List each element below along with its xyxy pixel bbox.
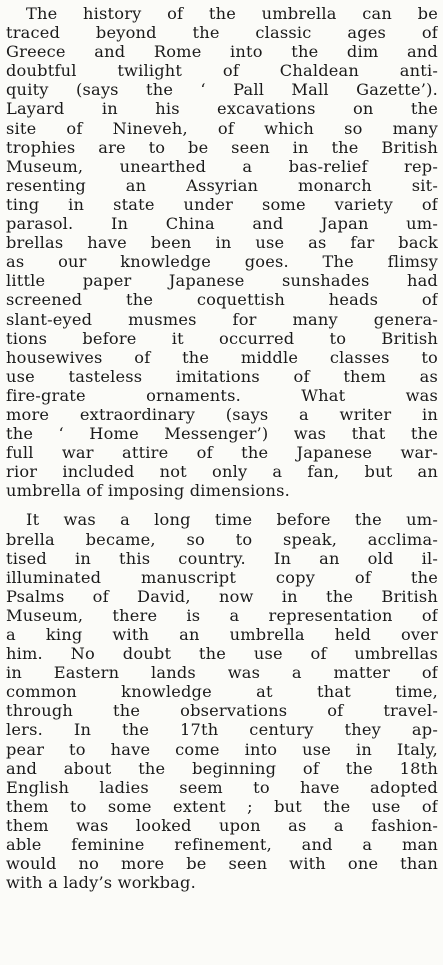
text-line: The history of the umbrella can be — [26, 4, 438, 23]
text-line: full war attire of the Japanese war- — [6, 443, 438, 463]
text-line: quity (says the ‘ Pall Mall Gazette’). — [6, 80, 438, 100]
text-line: site of Nineveh, of which so many — [6, 118, 438, 138]
text-line: illuminated manuscript copy of the — [6, 567, 438, 587]
text-line: brellas have been in use as far back — [6, 233, 438, 253]
text-line: ting in state under some variety of — [6, 194, 438, 214]
text-line: parasol. In China and Japan um- — [6, 214, 438, 234]
text-line: lers. In the 17th century they ap- — [6, 720, 438, 740]
text-line: able feminine refinement, and a man — [6, 835, 438, 855]
text-line: fire-grate ornaments. What was — [6, 385, 438, 405]
text-line: Psalms of David, now in the British — [6, 586, 438, 606]
paragraph-1 — [6, 4, 438, 500]
text-line: a king with an umbrella held over — [6, 625, 438, 644]
text-line: him. No doubt the use of umbrellas — [6, 644, 438, 664]
text-line: pear to have come into use in Italy, — [6, 739, 438, 759]
text-line: them to some extent ; but the use of — [6, 796, 438, 816]
text-line: in Eastern lands was a matter of — [6, 663, 438, 683]
text-line: slant-eyed musmes for many genera- — [6, 309, 438, 329]
text-line: It was a long time before the um- — [26, 510, 438, 530]
text-line: Greece and Rome into the dim and — [6, 42, 438, 62]
text-line: with a lady’s workbag. — [6, 873, 196, 893]
paragraph-2 — [6, 510, 438, 892]
text-line: brella became, so to speak, acclima- — [6, 529, 438, 549]
text-line: housewives of the middle classes to — [6, 347, 438, 367]
text-line: rior included not only a fan, but an — [6, 462, 438, 482]
text-line: traced beyond the classic ages of — [6, 23, 438, 43]
text-line: Museum, there is a representation of — [6, 605, 438, 625]
text-line: tised in this country. In an old il- — [6, 548, 438, 568]
text-line: English ladies seem to have adopted — [6, 777, 438, 797]
text-line: them was looked upon as a fashion- — [6, 815, 438, 835]
text-line: more extraordinary (says a writer in — [6, 404, 438, 424]
text-line: Museum, unearthed a bas-relief rep- — [6, 156, 438, 176]
text-line: tions before it occurred to British — [6, 328, 438, 348]
text-line: the ‘ Home Messenger’) was that the — [6, 424, 438, 444]
text-line: as our knowledge goes. The flimsy — [6, 252, 438, 272]
text-line: doubtful twilight of Chaldean anti- — [6, 61, 438, 81]
text-line: through the observations of travel- — [6, 701, 438, 721]
text-line: common knowledge at that time, — [6, 682, 438, 702]
text-line: little paper Japanese sunshades had — [6, 271, 438, 291]
article-body — [6, 4, 438, 892]
text-line: use tasteless imitations of them as — [6, 366, 438, 386]
text-line: trophies are to be seen in the British — [6, 137, 438, 157]
text-line: umbrella of imposing dimensions. — [6, 481, 290, 501]
text-line: and about the beginning of the 18th — [6, 758, 438, 778]
text-line: would no more be seen with one than — [6, 854, 438, 874]
text-line: screened the coquettish heads of — [6, 290, 438, 310]
text-line: Layard in his excavations on the — [6, 99, 438, 119]
text-line: resenting an Assyrian monarch sit- — [6, 175, 438, 195]
